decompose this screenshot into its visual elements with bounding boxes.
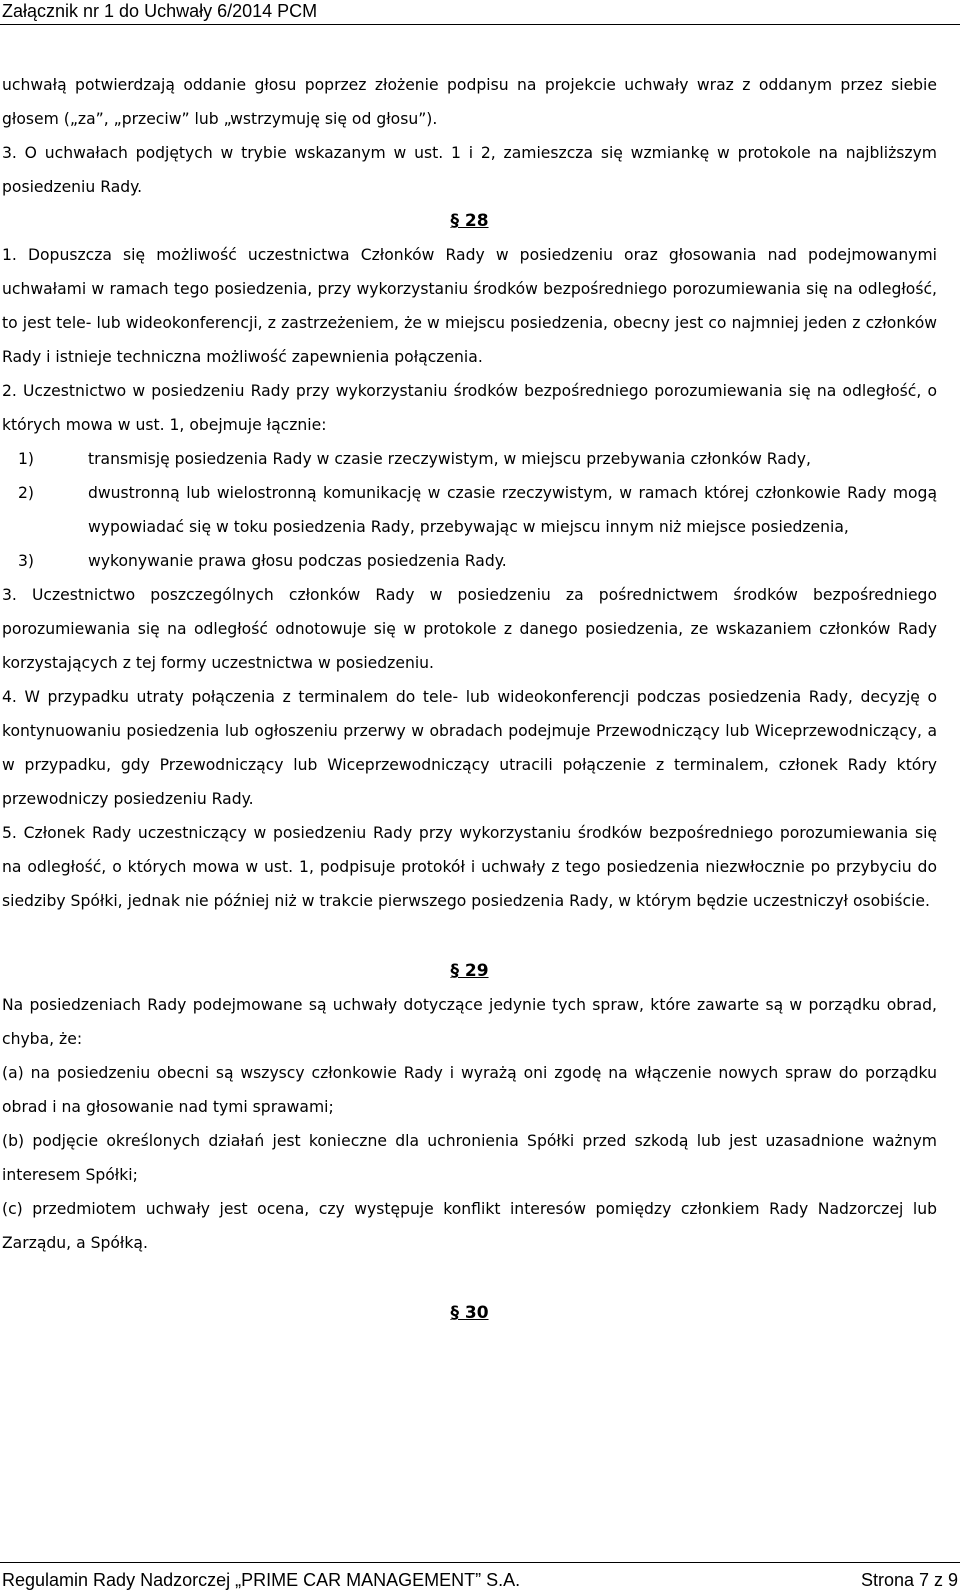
footer-doc-title: Regulamin Rady Nadzorczej „PRIME CAR MANAGEMENT” S.A. (2, 1570, 521, 1590)
paragraph: 5. Członek Rady uczestniczący w posiedzeniu Rady przy wykorzystaniu środków bezpośredniego porozumiewania się na odległość, o których mowa w ust. 1, podpisuje protokół i uchwały z tego posiedzenia niezwłocznie po przybyciu do siedziby Spółki, jednak nie później niż w trakcie pierwszego posiedzenia Rady, w którym będzie uczestniczył osobiście. (2, 824, 937, 910)
list-number: 3) (18, 552, 35, 570)
header-divider (0, 24, 960, 25)
paragraph: 4. W przypadku utraty połączenia z terminalem do tele- lub wideokonferencji podczas posiedzenia Rady, decyzję o kontynuowaniu posiedzenia lub ogłoszeniu przerwy w obradach podejmuje Przewodniczący lub Wiceprzewodniczący, a w przypadku, gdy Przewodniczący lub Wiceprzewodniczący utracili połączenie z terminalem, członek Rady który przewodniczy posiedzeniu Rady. (2, 688, 937, 808)
paragraph: 3. O uchwałach podjętych w trybie wskazanym w ust. 1 i 2, zamieszcza się wzmiankę w protokole na najbliższym posiedzeniu Rady. (2, 144, 937, 196)
paragraph: (b) podjęcie określonych działań jest konieczne dla uchronienia Spółki przed szkodą lub jest uzasadnione ważnym interesem Spółki; (2, 1132, 937, 1184)
paragraph: Na posiedzeniach Rady podejmowane są uchwały dotyczące jedynie tych spraw, które zawarte są w porządku obrad, chyba, że: (2, 996, 937, 1048)
paragraph: 2. Uczestnictwo w posiedzeniu Rady przy wykorzystaniu środków bezpośredniego porozumiewania się na odległość, o których mowa w ust. 1, obejmuje łącznie: (2, 382, 937, 434)
section-heading-29: § 29 (450, 961, 489, 981)
page-number: Strona 7 z 9 (860, 1570, 958, 1590)
paragraph: 3. Uczestnictwo poszczególnych członków Rady w posiedzeniu za pośrednictwem środków bezpośredniego porozumiewania się na odległość odnotowuje się w protokole z danego posiedzenia, ze wskazaniem członków Rady korzystających z tej formy uczestnictwa w posiedzeniu. (2, 586, 937, 672)
header-title: Załącznik nr 1 do Uchwały 6/2014 PCM (2, 1, 318, 21)
list-item (2, 544, 937, 578)
footer-divider (0, 1562, 960, 1563)
page-footer (0, 1566, 958, 1594)
document-body (2, 68, 937, 1330)
section-heading-30: § 30 (450, 1303, 489, 1323)
page-header (0, 0, 960, 30)
list-text: wykonywanie prawa głosu podczas posiedzenia Rady. (88, 552, 507, 570)
paragraph: uchwałą potwierdzają oddanie głosu poprzez złożenie podpisu na projekcie uchwały wraz z oddanym przez siebie głosem („za”, „przeciw” lub „wstrzymuję się od głosu”). (2, 76, 937, 128)
list-text: transmisję posiedzenia Rady w czasie rzeczywistym, w miejscu przebywania członków Rady, (88, 450, 811, 468)
list-number: 2) (18, 484, 35, 502)
paragraph: (a) na posiedzeniu obecni są wszyscy członkowie Rady i wyrażą oni zgodę na włączenie nowych spraw do porządku obrad i na głosowanie nad tymi sprawami; (2, 1064, 937, 1116)
list-text: dwustronną lub wielostronną komunikację w czasie rzeczywistym, w ramach której członkowie Rady mogą wypowiadać się w toku posiedzenia Rady, przebywając w miejscu innym niż miejsce posiedzenia, (88, 484, 937, 536)
list-item (2, 442, 937, 476)
section-heading-28: § 28 (450, 211, 489, 231)
paragraph: 1. Dopuszcza się możliwość uczestnictwa Członków Rady w posiedzeniu oraz głosowania nad podejmowanymi uchwałami w ramach tego posiedzenia, przy wykorzystaniu środków bezpośredniego porozumiewania się na odległość, to jest tele- lub wideokonferencji, z zastrzeżeniem, że w miejscu posiedzenia, obecny jest co najmniej jeden z członków Rady i istnieje techniczna możliwość zapewnienia połączenia. (2, 246, 937, 366)
list-item (2, 476, 937, 544)
paragraph: (c) przedmiotem uchwały jest ocena, czy występuje konflikt interesów pomiędzy członkiem Rady Nadzorczej lub Zarządu, a Spółką. (2, 1200, 937, 1252)
list-number: 1) (18, 450, 35, 468)
